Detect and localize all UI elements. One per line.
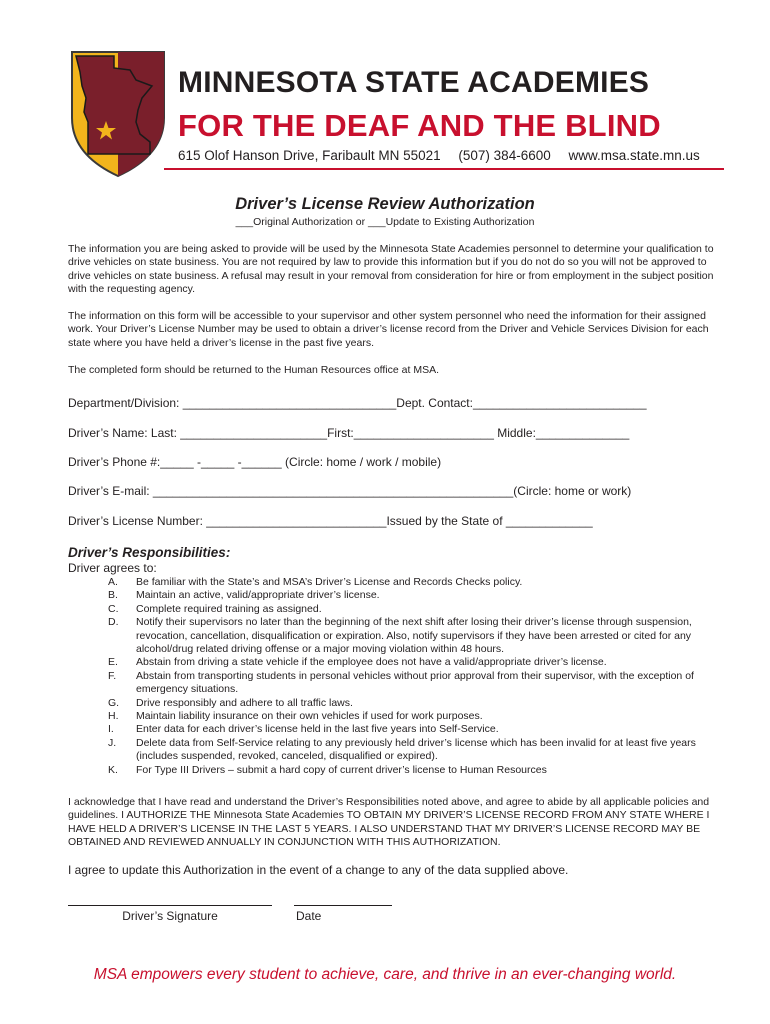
signature-label: Driver’s Signature [122,909,218,923]
signature-block[interactable] [68,893,272,923]
date-label: Date [296,909,322,923]
list-item: G. Drive responsibly and adhere to all traffic laws. [108,696,353,709]
date-line[interactable] [294,893,392,906]
list-item: F. Abstain from transporting students in personal vehicles without prior approval from their supervisor, with the exception of emergency situations. [108,669,694,696]
license-number-field[interactable]: Driver’s License Number: ___________________________Issued by the State of _____________ [68,514,593,528]
driver-phone-field[interactable]: Driver’s Phone #:_____ -_____ -______ (Circle: home / work / mobile) [68,455,442,469]
driver-name-field[interactable]: Driver’s Name: Last: ______________________First:_____________________ Middle:______________ [68,426,630,440]
responsibilities-intro: Driver agrees to: [68,561,157,575]
update-agreement: I agree to update this Authorization in the event of a change to any of the data supplied above. [68,863,569,877]
department-field[interactable]: Department/Division: ________________________________Dept. Contact:__________________________ [68,396,647,410]
list-item: H. Maintain liability insurance on their own vehicles if used for work purposes. [108,710,483,723]
document-title: Driver’s License Review Authorization [235,195,535,213]
header-divider [164,168,724,170]
list-item: C. Complete required training as assigned. [108,602,322,615]
list-item: B. Maintain an active, valid/appropriate driver’s license. [108,589,380,602]
address: 615 Olof Hanson Drive, Faribault MN 55021 [178,148,441,163]
website-link[interactable]: www.msa.state.mn.us [568,148,700,163]
date-block[interactable] [294,893,392,923]
list-item: J. Delete data from Self-Service relating to any previously held driver’s license which has been invalid for at least five years (includes suspended, revoked, canceled, disqualified or expired). [108,736,696,763]
mission-tagline: MSA empowers every student to achieve, care, and thrive in an ever-changing world. [93,966,677,983]
organization-name: MINNESOTA STATE ACADEMIES [178,66,650,99]
list-item: D. Notify their supervisors no later than the beginning of the next shift after losing their driver’s license through suspension, revocation, cancellation, disqualification or expiration. Also, notify supervisors if they have been arrested or cited for any alcohol/drug related driving offense or a major moving violation within 48 hours. [108,616,692,656]
organization-subtitle: FOR THE DEAF AND THE BLIND [178,108,661,143]
intro-paragraph-2: The information on this form will be accessible to your supervisor and other system personnel who need the information for their assigned work. Your Driver’s License Number may be used to obtain a driver’s license record from the Driver and Vehicle Services Division for each state where you have held a driver’s license in the past five years. [68,310,709,349]
signature-line[interactable] [68,893,272,906]
list-item: K. For Type III Drivers – submit a hard copy of current driver’s license to Human Resources [108,763,547,776]
list-item: A. Be familiar with the State’s and MSA’s Driver’s License and Records Checks policy. [108,576,523,588]
msa-shield-logo [66,46,170,180]
intro-paragraph-1: The information you are being asked to provide will be used by the Minnesota State Academies personnel to determine your qualification to drive vehicles on state business. You are not required by law to provide this information but if you do not do so you will not be approved to drive vehicles on state business. A refusal may result in your removal from consideration for hire or from employment in the subject position with the requesting agency. [68,243,714,296]
contact-info [178,148,728,163]
responsibilities-heading: Driver’s Responsibilities: [68,545,231,560]
list-item: E. Abstain from driving a state vehicle if the employee does not have a valid/appropriate driver’s license. [108,656,607,669]
responsibilities-list [108,576,732,777]
authorization-type[interactable]: ___Original Authorization or ___Update to Existing Authorization [235,216,535,228]
driver-email-field[interactable]: Driver’s E-mail: ______________________________________________________(Circle: home or work) [68,484,632,498]
list-item: I. Enter data for each driver’s license held in the last five years into Self-Service. [108,723,499,736]
acknowledgement-paragraph: I acknowledge that I have read and understand the Driver’s Responsibilities noted above, and agree to abide by all applicable policies and guidelines. I AUTHORIZE THE Minnesota State Academies TO OBTAIN MY DRIVER’S LICENSE RECORD FROM ANY STATE WHERE I HAVE HELD A DRIVER’S LICENSE IN THE LAST 5 YEARS. I ALSO UNDERSTAND THAT MY DRIVER’S LICENSE RECORD MAY BE OBTAINED AND REVIEWED ANNUALLY IN CONJUNCTION WITH THIS AUTHORIZATION. [68,796,710,849]
intro-paragraph-3: The completed form should be returned to the Human Resources office at MSA. [68,364,439,376]
phone-number: (507) 384-6600 [458,148,551,163]
